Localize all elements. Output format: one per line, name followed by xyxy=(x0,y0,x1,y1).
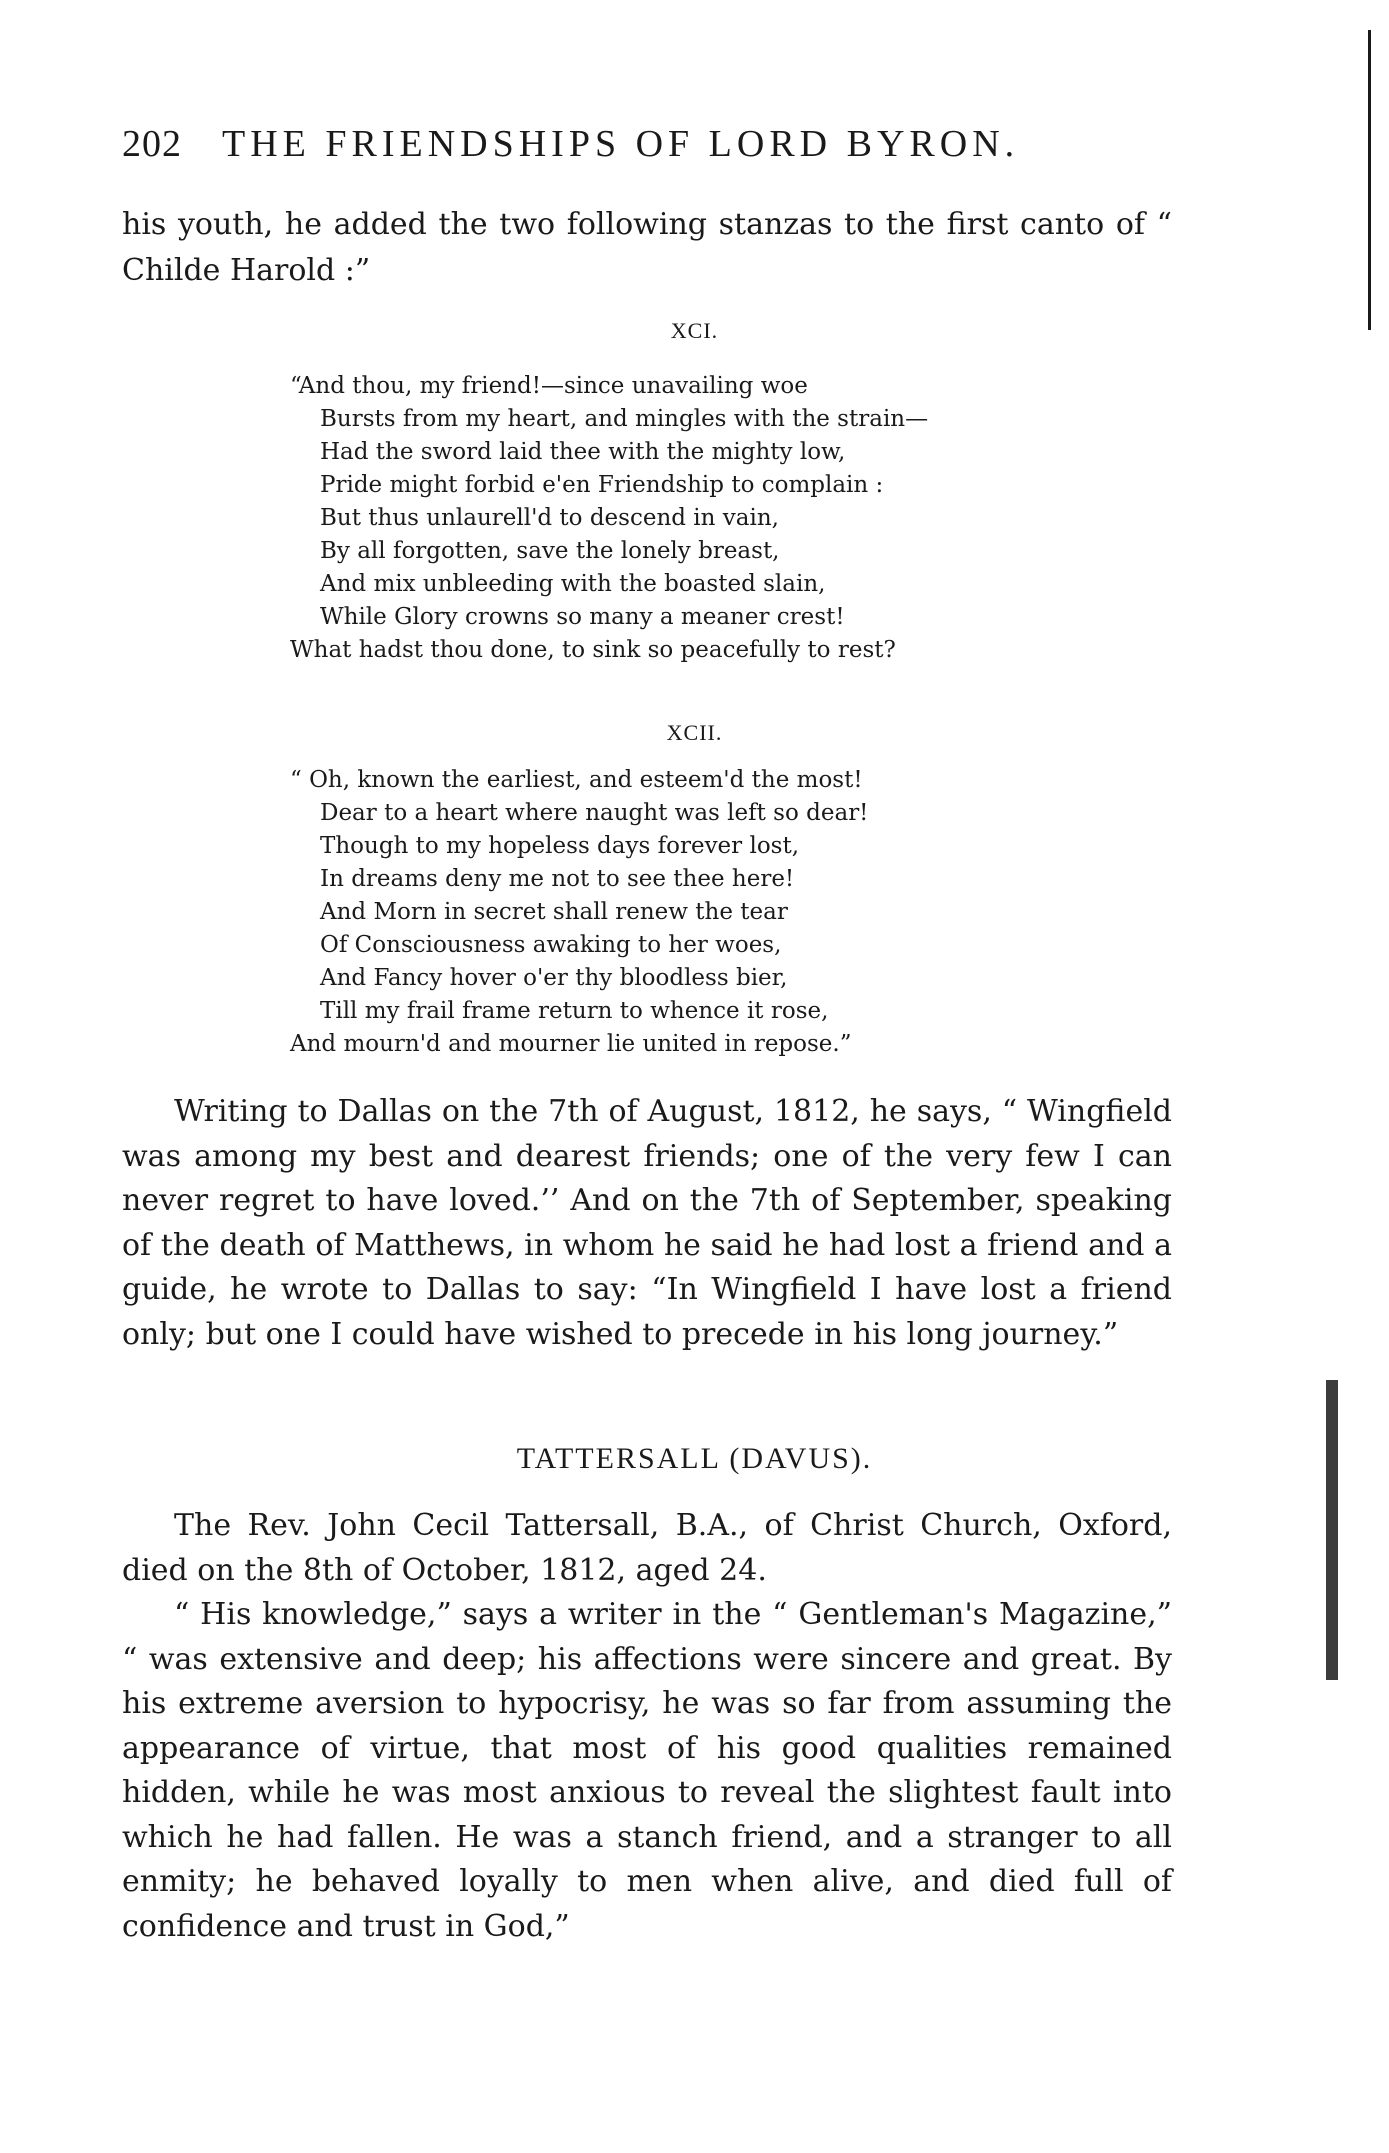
verse-line: By all forgotten, save the lonely breast, xyxy=(320,538,780,564)
verse-line: Bursts from my heart, and mingles with the strain— xyxy=(320,406,929,432)
verse-line: While Glory crowns so many a meaner crest! xyxy=(320,604,845,630)
verse-line: And Fancy hover o'er thy bloodless bier, xyxy=(320,965,788,991)
running-title: THE FRIENDSHIPS OF LORD BYRON. xyxy=(222,123,1020,165)
page-number: 202 xyxy=(122,123,182,165)
binding-shadow-mark xyxy=(1326,1380,1338,1680)
stanza-verse xyxy=(290,370,1090,667)
verse-line: And Morn in secret shall renew the tear xyxy=(320,899,788,925)
section-heading: TATTERSALL (DAVUS). xyxy=(516,1442,873,1475)
running-header xyxy=(122,122,1182,166)
paragraph-dallas xyxy=(122,1090,1172,1357)
verse-line: What hadst thou done, to sink so peacefully to rest? xyxy=(290,637,896,663)
verse-line: Till my frail frame return to whence it rose, xyxy=(320,998,829,1024)
verse-line: “ Oh, known the earliest, and esteem'd the most! xyxy=(290,767,863,793)
paragraph-text: The Rev. John Cecil Tattersall, B.A., of Christ Church, Oxford, died on the 8th of October, 1812, aged 24. xyxy=(122,1508,1172,1588)
verse-line: In dreams deny me not to see thee here! xyxy=(320,866,795,892)
verse-line: “And thou, my friend!—since unavailing woe xyxy=(290,373,808,399)
verse-line: And mix unbleeding with the boasted slain, xyxy=(320,571,826,597)
stanza-number: XCI. xyxy=(670,318,719,343)
verse-line: Pride might forbid e'en Friendship to complain : xyxy=(320,472,884,498)
verse-line: Dear to a heart where naught was left so dear! xyxy=(320,800,869,826)
paragraph-tattersall xyxy=(122,1504,1172,1949)
paragraph-text: Writing to Dallas on the 7th of August, 1812, he says, “ Wingfield was among my best and dearest friends; one of the very few I can never regret to have loved.’’ And on the 7th of September, speaking of the death of Matthews, in whom he said he had lost a friend and a guide, he wrote to Dallas to say: “In Wingfield I have lost a friend only; but one I could have wished to precede in his long journey.” xyxy=(122,1094,1172,1352)
paragraph-text: “ His knowledge,” says a writer in the “ Gentleman's Magazine,” “ was extensive and deep; his affections were sincere and great. By his extreme aversion to hypocrisy, he was so far from assuming the appearance of virtue, that most of his good qualities remained hidden, while he was most anxious to reveal the slightest fault into which he had fallen. He was a stanch friend, and a stranger to all enmity; he behaved loyally to men when alive, and died full of confidence and trust in God,” xyxy=(122,1597,1172,1944)
opening-text: his youth, he added the two following stanzas to the first canto of “ Childe Harold :” xyxy=(122,207,1172,288)
verse-line: Of Consciousness awaking to her woes, xyxy=(320,932,782,958)
verse-line: And mourn'd and mourner lie united in repose.” xyxy=(290,1031,852,1057)
verse-line: Though to my hopeless days forever lost, xyxy=(320,833,800,859)
verse-line: But thus unlaurell'd to descend in vain, xyxy=(320,505,779,531)
page-edge-mark xyxy=(1368,30,1371,330)
stanza-verse xyxy=(290,764,1090,1061)
verse-line: Had the sword laid thee with the mighty low, xyxy=(320,439,846,465)
stanza-number: XCII. xyxy=(666,720,723,745)
